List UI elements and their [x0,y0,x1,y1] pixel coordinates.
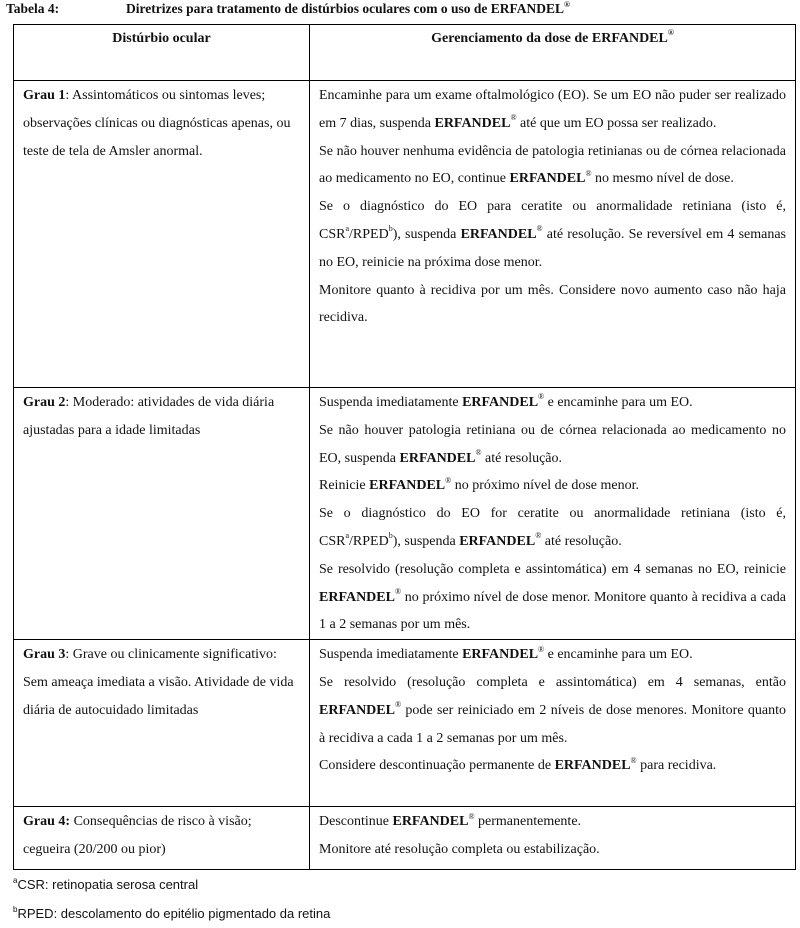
text: Encaminhe para um exame oftalmológico (EO). Se um EO não puder ser realizado em 7 dias, suspenda [319,88,786,131]
text: Considere descontinuação permanente de [319,758,555,774]
table-row-grade-2 [14,388,796,640]
header-dose-management-text: Gerenciamento da dose de ERFANDEL [431,31,668,46]
table-header-row [14,25,796,81]
management-paragraph [319,752,786,780]
guidelines-table [13,24,796,870]
header-dose-management [310,25,796,81]
registered-mark: ® [475,447,482,457]
management-paragraph [319,417,786,473]
table-title [126,1,570,17]
text: no próximo nível de dose menor. [451,478,640,494]
drug-name: ERFANDEL [392,814,469,830]
grade-label: Grau 4: [23,814,71,830]
text: pode ser reiniciado em 2 níveis de dose menores. Monitore quanto à recidiva a cada 1 a 2 semanas por um mês. [319,702,786,746]
footnote-mark-a: a [345,531,350,541]
management-cell-grade-1 [310,81,796,388]
registered-mark: ® [538,644,545,654]
footnote-mark-b: b [388,224,393,234]
registered-mark: ® [630,755,637,765]
registered-mark: ® [667,28,674,38]
text: para recidiva. [636,758,717,774]
table-title-text: Diretrizes para tratamento de distúrbios oculares com o uso de ERFANDEL [126,1,564,16]
text: no próximo nível de dose menor. Monitore quanto à recidiva a cada 1 a 2 semanas por um mês. [319,589,786,633]
disorder-cell-grade-2 [14,388,310,640]
text: Se o diagnóstico do EO for ceratite ou anormalidade retiniana (isto é, CSR [319,506,786,549]
grade-description: : Moderado: atividades de vida diária ajustadas para a idade limitadas [23,395,275,438]
drug-name: ERFANDEL [459,533,536,549]
text: Suspenda imediatamente [319,395,463,410]
text: no mesmo nível de dose. [591,171,734,187]
text: até que um EO possa ser realizado. [516,115,717,131]
text: Se não houver patologia retiniana ou de córnea relacionada ao medicamento no EO, suspenda [319,422,786,466]
grade-label: Grau 3 [23,647,66,663]
management-cell-grade-4 [310,807,796,870]
disorder-cell-grade-4 [14,807,310,870]
grade-description: Consequências de risco à visão; cegueira (20/200 ou pior) [23,814,252,857]
footnote-b [13,899,793,928]
drug-name: ERFANDEL [319,589,395,605]
footnote-mark-b: b [13,904,18,914]
disorder-cell-grade-3 [14,640,310,807]
footnote-a [13,870,793,899]
management-paragraph [319,193,786,276]
header-ocular-disorder: Distúrbio ocular [14,25,310,81]
text: até resolução. [541,533,622,549]
management-paragraph [319,472,786,500]
text: /RPED [349,533,389,549]
text: Se não houver nenhuma evidência de patologia retinianas ou de córnea relacionada ao medicamento no EO, continue [319,143,786,187]
text: Se o diagnóstico do EO para ceratite ou anormalidade retiniana (isto é, CSR [319,199,786,242]
registered-mark: ® [510,113,517,123]
management-paragraph: Monitore quanto à recidiva por um mês. Considere novo aumento caso não haja recidiva. [319,282,786,326]
table-row-grade-4 [14,807,796,870]
table-row-grade-1 [14,81,796,388]
footnotes [13,870,793,928]
text: Reinicie [319,478,370,494]
management-paragraph [319,500,786,556]
drug-name: ERFANDEL [460,226,537,242]
text: Suspenda imediatamente [319,647,463,663]
drug-name: ERFANDEL [462,395,539,410]
management-paragraph: Monitore até resolução completa ou estabilização. [319,841,600,857]
grade-description: : Grave ou clinicamente significativo: Sem ameaça imediata a visão. Atividade de vida diária de autocuidado limitadas [23,647,294,718]
management-paragraph [319,82,786,138]
management-paragraph [319,669,786,752]
text: ), suspenda [392,226,461,242]
text: /RPED [349,226,389,242]
registered-mark: ® [535,531,542,541]
registered-mark: ® [468,811,475,821]
management-cell-grade-2 [310,388,796,640]
drug-name: ERFANDEL [434,115,511,131]
text: e encaminhe para um EO. [544,647,693,663]
text: até resolução. Se reversível em 4 semanas no EO, reinicie na próxima dose menor. [319,226,786,270]
text: Se resolvido (resolução completa e assintomática) em 4 semanas, então [319,674,786,690]
grade-label: Grau 1 [23,88,66,103]
management-paragraph [319,138,786,194]
footnote-text: CSR: retinopatia serosa central [17,877,199,892]
management-paragraph [319,556,786,639]
footnote-mark-b: b [388,531,393,541]
footnote-text: RPED: descolamento do epitélio pigmentado da retina [17,906,331,921]
text: Se resolvido (resolução completa e assintomática) em 4 semanas no EO, reinicie [319,561,786,577]
drug-name: ERFANDEL [369,478,446,494]
registered-mark: ® [536,224,543,234]
text: Descontinue [319,814,393,830]
registered-mark: ® [585,168,592,178]
registered-mark: ® [538,392,545,402]
text: ), suspenda [392,533,460,549]
registered-mark: ® [445,475,452,485]
footnote-mark-a: a [345,224,350,234]
table-caption [6,0,796,20]
drug-name: ERFANDEL [399,450,476,466]
management-paragraph [319,389,786,417]
management-cell-grade-3 [310,640,796,807]
drug-name: ERFANDEL [319,702,395,718]
text: e encaminhe para um EO. [544,395,693,410]
drug-name: ERFANDEL [509,171,586,187]
management-paragraph [319,808,786,836]
drug-name: ERFANDEL [462,647,539,663]
management-paragraph [319,641,786,669]
disorder-cell-grade-1 [14,81,310,388]
drug-name: ERFANDEL [554,758,631,774]
text: permanentemente. [474,814,582,830]
table-row-grade-3 [14,640,796,807]
registered-mark: ® [563,0,570,9]
registered-mark: ® [394,586,402,596]
text: até resolução. [481,450,563,466]
table-label: Tabela 4: [6,1,60,16]
grade-label: Grau 2 [23,395,66,410]
footnote-mark-a: a [13,875,18,885]
grade-description: : Assintomáticos ou sintomas leves; observações clínicas ou diagnósticas apenas, ou teste de tela de Amsler anormal. [23,88,291,159]
registered-mark: ® [394,700,402,710]
